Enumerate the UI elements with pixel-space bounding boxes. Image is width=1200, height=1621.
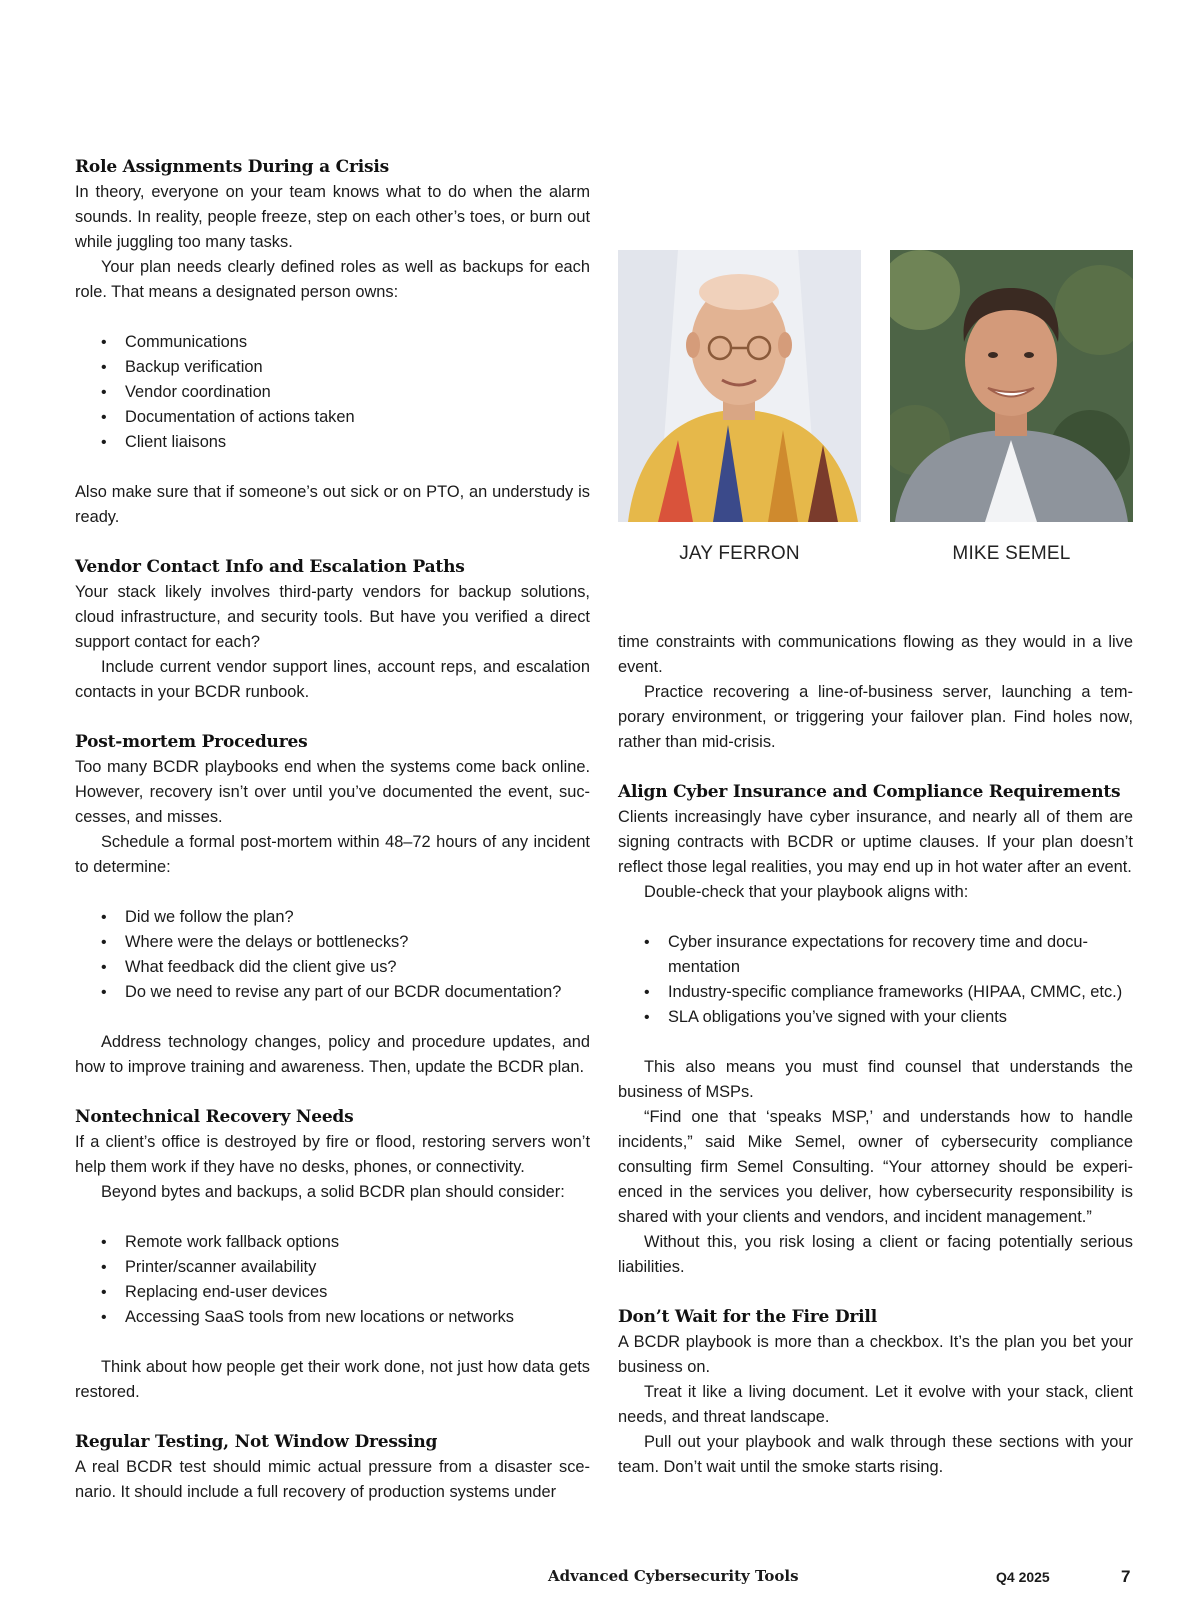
- list-item: • Do we need to revise any part of our BCDR documentation?: [75, 980, 590, 1005]
- paragraph: This also means you must find counsel that understands the business of MSPs.: [618, 1058, 1133, 1101]
- fire-drill-heading: Don’t Wait for the Fire Drill: [618, 1307, 877, 1327]
- paragraph: Schedule a formal post-mortem within 48–72 hours of any incident to determine:: [75, 833, 590, 876]
- list-item: • Industry-specific compliance frameworks (HIPAA, CMMC, etc.): [618, 980, 1133, 1005]
- list-item: • Did we follow the plan?: [75, 905, 590, 930]
- photo-gallery: [618, 250, 1133, 570]
- publication-name: Advanced Cybersecurity Tools: [548, 1567, 799, 1585]
- post-mortem-list: [75, 905, 590, 1005]
- role-assignments-heading: Role Assignments During a Crisis: [75, 157, 389, 177]
- page-number: 7: [1121, 1567, 1131, 1586]
- list-item: • Replacing end-user devices: [75, 1280, 590, 1305]
- left-column: [75, 155, 590, 1505]
- list-item: • Vendor coordination: [75, 380, 590, 405]
- mike-semel-photo: [890, 250, 1133, 522]
- paragraph: Treat it like a living document. Let it evolve with your stack, client needs, and threat landscape.: [618, 1383, 1133, 1426]
- paragraph: Think about how people get their work done, not just how data gets restored.: [75, 1358, 590, 1401]
- list-item: • Cyber insurance expectations for recovery time and documentation: [618, 930, 1133, 980]
- issue-label: Q4 2025: [996, 1569, 1050, 1585]
- paragraph: A real BCDR test should mimic actual pressure from a disaster scenario. It should include a full recovery of production systems under: [75, 1458, 590, 1501]
- mike-semel-caption: MIKE SEMEL: [952, 543, 1071, 564]
- page-footer: [0, 1567, 1200, 1593]
- paragraph: Your stack likely involves third-party vendors for backup solutions, cloud infrastructure, and security tools. But have you verified a direct support contact for each?: [75, 583, 590, 651]
- paragraph: Also make sure that if someone’s out sick or on PTO, an understudy is ready.: [75, 483, 590, 526]
- paragraph: Beyond bytes and backups, a solid BCDR plan should consider:: [101, 1183, 565, 1201]
- paragraph: Include current vendor support lines, account reps, and escalation contacts in your BCDR runbook.: [75, 658, 590, 701]
- paragraph: Practice recovering a line-of-business server, launching a temporary environment, or triggering your failover plan. Find holes now, rather than mid-crisis.: [618, 683, 1133, 751]
- paragraph: A BCDR playbook is more than a checkbox. It’s the plan you bet your business on.: [618, 1333, 1133, 1376]
- insurance-list: [618, 930, 1133, 1030]
- vendor-contact-heading: Vendor Contact Info and Escalation Paths: [75, 557, 465, 577]
- list-item: • Communications: [75, 330, 590, 355]
- nontechnical-list: [75, 1230, 590, 1330]
- right-column: [618, 630, 1133, 1480]
- list-item: • What feedback did the client give us?: [75, 955, 590, 980]
- paragraph: In theory, everyone on your team knows what to do when the alarm sounds. In reality, people freeze, step on each other’s toes, or burn out while juggling too many tasks.: [75, 183, 590, 251]
- paragraph: Pull out your playbook and walk through these sections with your team. Don’t wait until the smoke starts rising.: [618, 1433, 1133, 1476]
- list-item: • Backup verification: [75, 355, 590, 380]
- paragraph: Without this, you risk losing a client or facing potentially serious liabilities.: [618, 1233, 1133, 1276]
- list-item: • SLA obligations you’ve signed with your clients: [618, 1005, 1133, 1030]
- list-item: • Documentation of actions taken: [75, 405, 590, 430]
- paragraph: time constraints with communications flowing as they would in a live event.: [618, 633, 1133, 676]
- list-item: • Printer/scanner availability: [75, 1255, 590, 1280]
- paragraph: If a client’s office is destroyed by fire or flood, restoring servers won’t help them work if they have no desks, phones, or connectivity.: [75, 1133, 590, 1176]
- roles-list: [75, 330, 590, 455]
- cyber-insurance-heading: Align Cyber Insurance and Compliance Requirements: [618, 782, 1121, 802]
- list-item: • Accessing SaaS tools from new locations or networks: [75, 1305, 590, 1330]
- regular-testing-heading: Regular Testing, Not Window Dressing: [75, 1432, 438, 1452]
- jay-ferron-photo: [618, 250, 861, 522]
- paragraph: Clients increasingly have cyber insurance, and nearly all of them are signing contracts with BCDR or uptime clauses. If your plan doesn’t reflect those legal realities, you may end up in hot water after an event.: [618, 808, 1133, 876]
- jay-ferron-caption: JAY FERRON: [679, 543, 800, 564]
- list-item: • Client liaisons: [75, 430, 590, 455]
- paragraph: “Find one that ‘speaks MSP,’ and understands how to handle incidents,” said Mike Semel, owner of cybersecurity compliance consulting firm Semel Consulting. “Your attorney should be experienced in the services you deliver, how cybersecurity responsibility is shared with your clients and vendors, and incident management.”: [618, 1108, 1133, 1226]
- paragraph: Your plan needs clearly defined roles as well as backups for each role. That means a designated person owns:: [75, 258, 590, 301]
- paragraph: Too many BCDR playbooks end when the systems come back online. However, recovery isn’t over until you’ve documented the event, successes, and misses.: [75, 758, 590, 826]
- paragraph: Address technology changes, policy and procedure updates, and how to improve training and awareness. Then, update the BCDR plan.: [75, 1033, 590, 1076]
- list-item: • Remote work fallback options: [75, 1230, 590, 1255]
- list-item: • Where were the delays or bottlenecks?: [75, 930, 590, 955]
- post-mortem-heading: Post-mortem Procedures: [75, 732, 308, 752]
- paragraph: Double-check that your playbook aligns with:: [644, 883, 969, 901]
- nontechnical-heading: Nontechnical Recovery Needs: [75, 1107, 354, 1127]
